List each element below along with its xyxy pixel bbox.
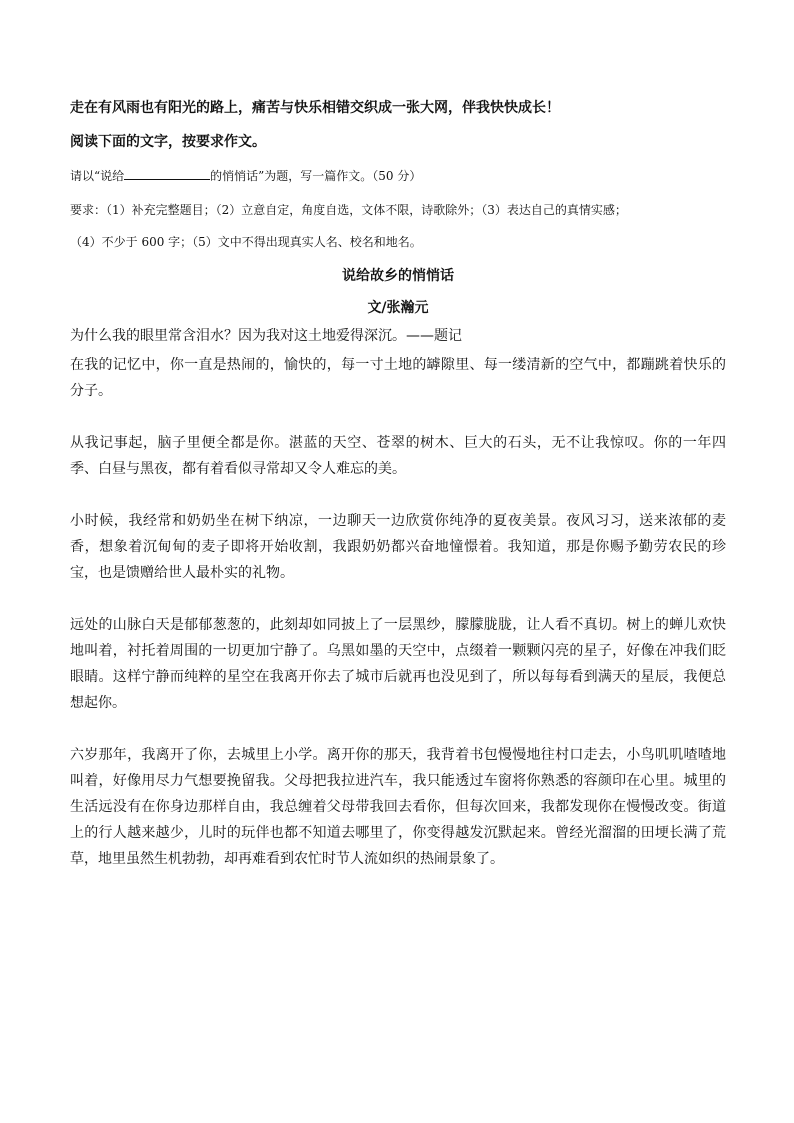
essay-paragraph: 在我的记忆中，你一直是热闹的，愉快的，每一寸土地的罅隙里、每一缕清新的空气中，都蹦跳着快乐的分子。 [70, 357, 726, 399]
intro-line: 走在有风雨也有阳光的路上，痛苦与快乐相错交织成一张大网，伴我快快成长！ [70, 100, 560, 116]
essay-paragraph: 六岁那年，我离开了你，去城里上小学。离开你的那天，我背着书包慢慢地往村口走去，小鸟叽叽喳喳地叫着，好像用尽力气想要挽留我。父母把我拉进汽车，我只能透过车窗将你熟悉的容颜印在心里。城里的生活远没有在你身边那样自由，我总缠着父母带我回去看你，但每次回来，我都发现你在慢慢改变。街道上的行人越来越少，儿时的玩伴也都不知道去哪里了，你变得越发沉默起来。曾经光溜溜的田埂长满了荒草，地里虽然生机勃勃，却再难看到农忙时节人流如织的热闹景象了。 [70, 747, 726, 867]
essay-prompt [70, 164, 726, 188]
prompt-blank [124, 167, 210, 180]
essay-paragraph: 远处的山脉白天是郁郁葱葱的，此刻却如同披上了一层黑纱，朦朦胧胧，让人看不真切。树上的蝉儿欢快地叫着，衬托着周围的一切更加宁静了。乌黑如墨的天空中，点缀着一颗颗闪亮的星子，好像在冲我们眨眼睛。这样宁静而纯粹的星空在我离开你去了城市后就再也没见到了，所以每每看到满天的星辰，我便总想起你。 [70, 617, 726, 711]
essay-paragraph: 小时候，我经常和奶奶坐在树下纳凉，一边聊天一边欣赏你纯净的夏夜美景。夜风习习，送来浓郁的麦香，想象着沉甸甸的麦子即将开始收割，我跟奶奶都兴奋地憧憬着。我知道，那是你赐予勤劳农民的珍宝，也是馈赠给世人最朴实的礼物。 [70, 513, 726, 581]
prompt-before-blank: 请以“说给 [70, 169, 125, 183]
instruction-heading: 阅读下面的文字，按要求作文。 [70, 134, 266, 150]
requirement-line-1: 要求：（1）补充完整题目；（2）立意自定，角度自选，文体不限，诗歌除外；（3）表达自己的真情实感； [70, 203, 627, 217]
essay-paragraph: 从我记事起，脑子里便全都是你。湛蓝的天空、苍翠的树木、巨大的石头，无不让我惊叹。你的一年四季、白昼与黑夜，都有着看似寻常却又令人难忘的美。 [70, 435, 726, 477]
requirement-line-2: （4）不少于 600 字；（5）文中不得出现真实人名、校名和地名。 [70, 235, 422, 249]
document-page [70, 96, 726, 872]
essay-title: 说给故乡的悄悄话 [342, 268, 454, 284]
essay-author: 文/张瀚元 [367, 300, 429, 316]
prompt-after-blank: 的悄悄话”为题，写一篇作文。（50 分） [210, 169, 422, 183]
essay-epigraph: 为什么我的眼里常含泪水？因为我对这土地爱得深沉。——题记 [70, 328, 462, 344]
